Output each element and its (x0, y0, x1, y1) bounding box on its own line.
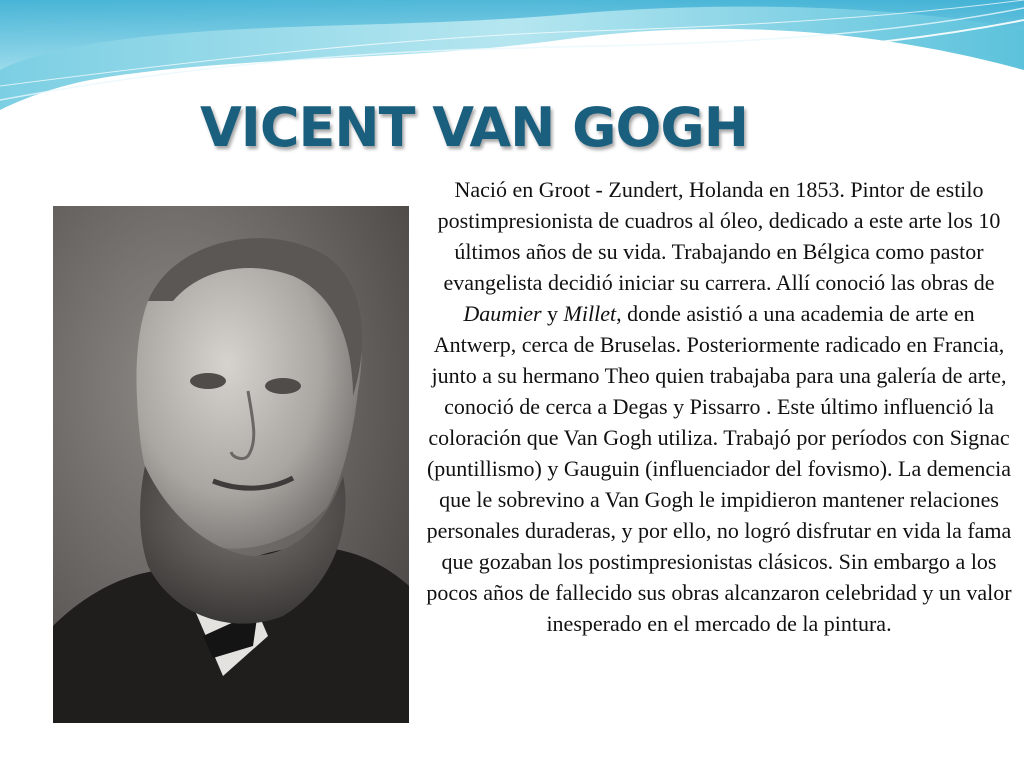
biography-paragraph (420, 174, 1018, 639)
slide-title: VICENT VAN GOGH (200, 96, 748, 159)
bio-text: Nació en Groot - Zundert, Holanda en 1853. Pintor de estilo postimpresionista de cuadros al óleo, dedicado a este arte los 10 últimos años de su vida. Trabajando en Bélgica como pastor evangelista decidió iniciar su carrera. Allí conoció las obras de (437, 177, 1001, 295)
bio-italic-daumier: Daumier (463, 301, 542, 326)
portrait-photo (53, 206, 409, 723)
bio-text: y (541, 301, 564, 326)
bio-text: , donde asistió a una academia de arte en Antwerp, cerca de Bruselas. Posteriormente radicado en Francia, junto a su hermano Theo quien trabajaba para una galería de arte, conoció de cerca a Degas y Pissarro . Este último influenció la coloración que Van Gogh utiliza. Trabajó por períodos con Signac (puntillismo) y Gauguin (influenciador del fovismo). La demencia que le sobrevino a Van Gogh le impidieron mantener relaciones personales duraderas, y por ello, no logró disfrutar en vida la fama que gozaban los postimpresionistas clásicos. Sin embargo a los pocos años de fallecido sus obras alcanzaron celebridad y un valor inesperado en el mercado de la pintura. (426, 301, 1012, 636)
bio-italic-millet: Millet (563, 301, 617, 326)
portrait-image (53, 206, 409, 723)
